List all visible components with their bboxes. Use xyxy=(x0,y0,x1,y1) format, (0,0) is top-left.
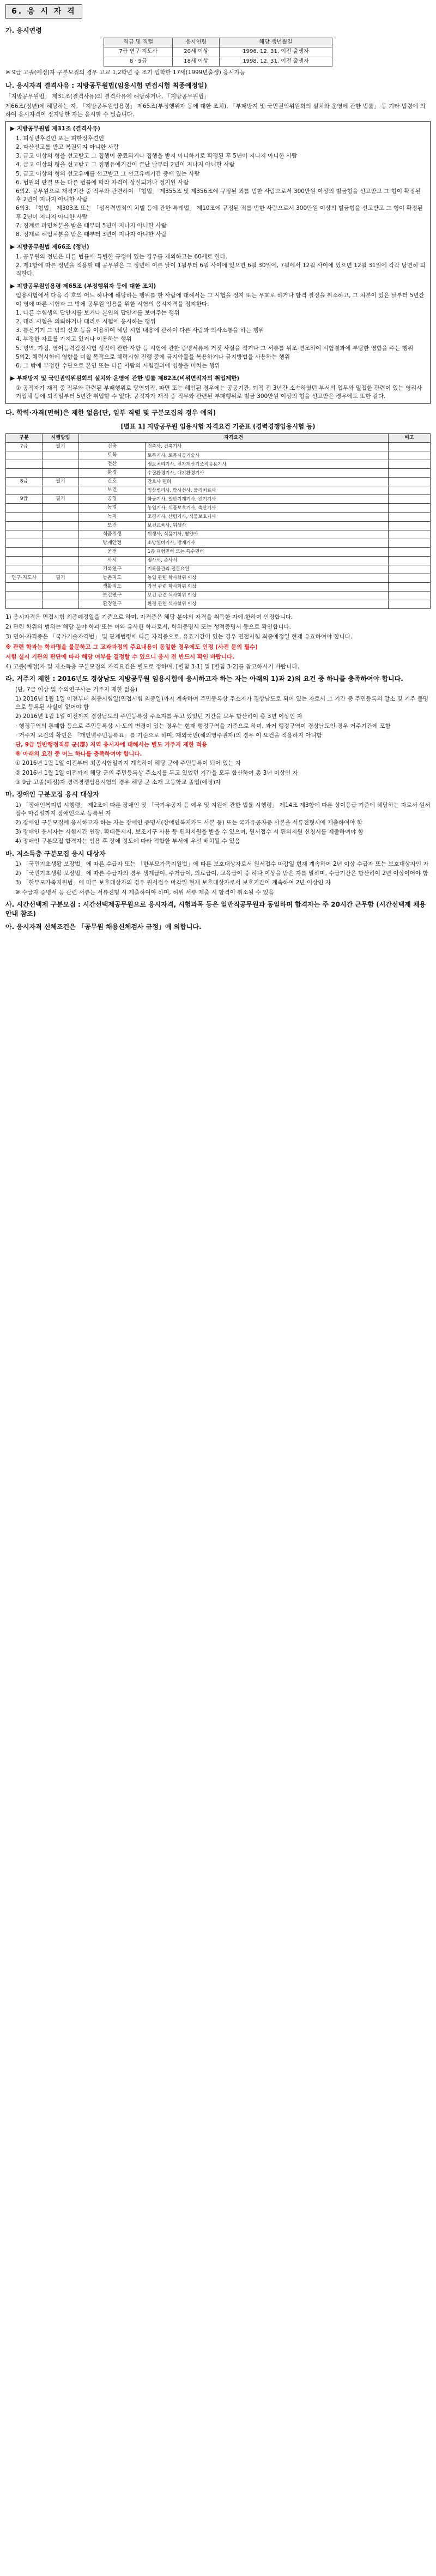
table-cell: 7급 xyxy=(6,443,43,451)
residence-extra: ③ 9급 고졸(예정)자 경력경쟁임용시험의 경우 해당 군 소재 고등학교 졸업(예정)자 xyxy=(15,779,221,786)
table-cell: 기록연구 xyxy=(79,565,146,574)
table-cell xyxy=(6,591,43,600)
table-cell xyxy=(389,600,431,608)
table-cell xyxy=(6,530,43,539)
qual-table-title: [별표 1] 지방공무원 임용시험 자격요건 기준표 (경력경쟁임용시험 등) xyxy=(120,423,316,431)
table-cell: 필기 xyxy=(43,443,79,451)
table-row xyxy=(6,486,431,495)
table-cell xyxy=(389,521,431,530)
qual-note-3: 3) 면허·자격증은 「국가기술자격법」 및 관계법령에 따른 자격증으로, 유효기간이 있는 경우 면접시험 최종예정일 현재 유효하여야 합니다. xyxy=(5,634,353,641)
list-item: 5. 금고 이상의 형의 선고유예를 선고받고 그 선고유예기간 중에 있는 사람 xyxy=(16,170,200,177)
list-item: 6. 법원의 판결 또는 다른 법률에 따라 자격이 상실되거나 정지된 사람 xyxy=(16,179,189,186)
table-cell: 9급 xyxy=(6,495,43,504)
table-cell: 보건연구 xyxy=(79,591,146,600)
table-cell: 필기 xyxy=(43,574,79,582)
age-col-3: 해당 생년월일 xyxy=(219,38,332,47)
age-col-2: 응시연령 xyxy=(173,38,220,47)
table-cell xyxy=(43,547,79,556)
list-item: 8. 징계로 해임처분을 받은 때부터 3년이 지나지 아니한 사람 xyxy=(16,231,167,238)
table-cell xyxy=(389,591,431,600)
table-cell: 임상병리사, 방사선사, 물리치료사 xyxy=(146,486,389,495)
table-cell: 8 · 9급 xyxy=(104,57,173,67)
age-heading: 가. 응시연령 xyxy=(5,27,42,35)
table-cell: 가정 관련 학사학위 이상 xyxy=(146,582,389,591)
table-cell xyxy=(43,565,79,574)
table-cell xyxy=(43,486,79,495)
list-item: 1. 피성년후견인 또는 피한정후견인 xyxy=(16,135,105,142)
table-cell xyxy=(389,530,431,539)
table-row xyxy=(6,451,431,460)
table-cell xyxy=(43,460,79,469)
table-cell xyxy=(43,469,79,478)
list-item: 2. 파산선고를 받고 복권되지 아니한 사람 xyxy=(16,143,119,150)
table-row xyxy=(6,495,431,504)
table-cell: 간호사 면허 xyxy=(146,478,389,486)
table-cell: 보건 관련 석사학위 이상 xyxy=(146,591,389,600)
table-cell: 방재안전 xyxy=(79,539,146,547)
time-selective-heading: 사. 시간선택제 구분모집 : 시간선택제공무원으로 응시자격, 시험과목 등은 일반직공무원과 동일하며 합격자는 주 20시간 근무함 (시간선택제 채용 안내 참조) xyxy=(5,900,426,918)
table-cell xyxy=(6,556,43,565)
list-item: 4. 부정한 자료를 가지고 있거나 이용하는 행위 xyxy=(16,336,132,343)
age-col-1: 직급 및 직렬 xyxy=(104,38,173,47)
qual-note-1: 1) 응시자격은 면접시험 최종예정일을 기준으로 하며, 자격증은 해당 분야의 자격을 취득한 자에 한하여 인정합니다. xyxy=(5,614,293,621)
table-cell xyxy=(6,565,43,574)
table-cell xyxy=(389,539,431,547)
low-income-item: ※ 수급자 증명서 등 관련 서류는 서류전형 시 제출하여야 하며, 허위 서류 제출 시 합격이 취소될 수 있음 xyxy=(15,889,274,896)
low-income-item: 1) 「국민기초생활 보장법」에 따른 수급자 또는 「한부모가족지원법」에 따른 보호대상자로서 원서접수 마감일 현재 계속하여 2년 이상 수급자 또는 보호대상자인 자 xyxy=(15,861,429,867)
table-cell: 연구·지도사 xyxy=(6,574,43,582)
table-row xyxy=(6,574,431,582)
table-cell: 필기 xyxy=(43,478,79,486)
table-cell: 녹지 xyxy=(79,512,146,521)
residence-item: · 행정구역의 통폐합 등으로 주민등록상 시·도의 변경이 있는 경우는 현재 행정구역을 기준으로 하며, 과거 행정구역이 경상남도인 경우 거주기간에 포함 xyxy=(15,722,391,729)
table-cell: 농촌지도 xyxy=(79,574,146,582)
residence-heading: 라. 거주지 제한 : 2016년도 경상남도 지방공무원 임용시험에 응시하고자 하는 자는 아래의 1)과 2)의 요건 중 하나를 충족하여야 합니다. xyxy=(5,675,403,683)
table-cell: 전산 xyxy=(79,460,146,469)
list-item: 3. 금고 이상의 형을 선고받고 그 집행이 종료되거나 집행을 받지 아니하기로 확정된 후 5년이 지나지 아니한 사람 xyxy=(16,153,298,160)
table-cell: 건축 xyxy=(79,443,146,451)
table-cell: 환경연구 xyxy=(79,600,146,608)
table-cell xyxy=(6,451,43,460)
table-cell: 소방설비기사, 방재기사 xyxy=(146,539,389,547)
table-row xyxy=(6,582,431,591)
list-item: ① 공직자가 재직 중 직무와 관련된 부패행위로 당연퇴직, 파면 또는 해임된 경우에는 공공기관, 퇴직 전 3년간 소속하였던 부서의 업무와 밀접한 관련이 있는 영리사기업체 등에 퇴직일부터 5년간 취업할 수 없다. 공직자가 재직 중 직무와 관련된 부패행위로 벌금 300만원 이상의 형을 선고받은 경우에도 또한 같다. xyxy=(16,384,422,400)
table-row xyxy=(6,469,431,478)
table-row xyxy=(6,556,431,565)
table-cell xyxy=(43,451,79,460)
table-row xyxy=(6,591,431,600)
table-cell xyxy=(389,547,431,556)
disq-heading: 나. 응시자격 결격사유 : 지방공무원법(임용시험 면접시험 최종예정일) xyxy=(5,82,207,90)
disability-item: 3) 장애인 응시자는 시험시간 연장, 확대문제지, 보조기구 사용 등 편의지원을 받을 수 있으며, 원서접수 시 편의지원 신청서를 제출하여야 함 xyxy=(15,829,364,836)
table-row xyxy=(6,443,431,451)
list-item: 2. 대리 시험을 의뢰하거나 대리로 시험에 응시하는 행위 xyxy=(16,318,156,325)
law-box-31 xyxy=(5,121,431,404)
table-cell: 생활지도 xyxy=(79,582,146,591)
table-cell xyxy=(389,451,431,460)
list-item: 5. 병역, 가점, 영어능력검정시험 성적에 관한 사항 등 시험에 관한 증명서류에 거짓 사실을 적거나 그 서류를 위조·변조하여 시험결과에 부당한 영향을 주는 행위 xyxy=(16,345,414,352)
table-cell: 사서 xyxy=(79,556,146,565)
table-cell xyxy=(6,504,43,512)
table-row xyxy=(6,521,431,530)
physical-check-heading: 아. 응시자격 신체조건은 「공무원 채용신체검사 규정」에 의합니다. xyxy=(5,922,202,931)
table-cell xyxy=(43,539,79,547)
age-table xyxy=(104,38,332,67)
table-cell: 보건 xyxy=(79,521,146,530)
table-cell: 식품위생 xyxy=(79,530,146,539)
qualification-table xyxy=(5,433,431,609)
qual-body xyxy=(6,443,431,609)
table-cell xyxy=(389,512,431,521)
table-row xyxy=(6,565,431,574)
table-cell xyxy=(389,556,431,565)
list-item: 6의3. 「형법」 제303조 또는 「성폭력범죄의 처벌 등에 관한 특례법」 제10조에 규정된 죄를 범한 사람으로서 300만원 이상의 벌금형을 선고받고 그 형이 확정된 후 2년이 지나지 아니한 사람 xyxy=(16,205,423,220)
residence-red-note-2: ※ 아래의 요건 중 어느 하나를 충족하여야 합니다. xyxy=(15,751,142,758)
box-title: ▶ 지방공무원임용령 제65조 (부정행위자 등에 대한 조치) xyxy=(10,283,156,290)
low-income-heading: 바. 저소득층 구분모집 응시 대상자 xyxy=(5,849,106,858)
table-cell: 공업 xyxy=(79,495,146,504)
table-row xyxy=(6,460,431,469)
table-cell xyxy=(6,460,43,469)
table-cell: 1996. 12. 31. 이전 출생자 xyxy=(219,47,332,57)
table-cell xyxy=(389,478,431,486)
table-cell xyxy=(389,504,431,512)
table-cell: 20세 이상 xyxy=(173,47,220,57)
disability-item: 2) 장애인 구분모집에 응시하고자 하는 자는 장애인 증명서(장애인복지카드 사본 등) 또는 국가유공자증 사본을 서류전형시에 제출하여야 함 xyxy=(15,819,363,826)
table-cell: 농업기사, 식물보호기사, 축산기사 xyxy=(146,504,389,512)
list-item: 3. 통신기기 그 밖의 신호 등을 이용하여 해당 시험 내용에 관하여 다른 사람과 의사소통을 하는 행위 xyxy=(16,327,264,334)
table-cell xyxy=(43,556,79,565)
table-cell: 보건 xyxy=(79,486,146,495)
table-row xyxy=(6,547,431,556)
table-row xyxy=(6,478,431,486)
table-cell xyxy=(43,512,79,521)
table-cell xyxy=(6,582,43,591)
qual-red-note-2: 시험 실시 기관의 판단에 따라 해당 여부를 결정할 수 있으니 응시 전 반드시 확인 바랍니다. xyxy=(5,653,235,660)
table-cell: 건축사, 건축기사 xyxy=(146,443,389,451)
table-cell xyxy=(389,495,431,504)
table-cell xyxy=(43,530,79,539)
table-cell xyxy=(43,521,79,530)
low-income-item: 3) 「한부모가족지원법」에 따른 보호대상자의 경우 원서접수 마감일 현재 보호대상자로서 보호기간이 계속하여 2년 이상인 자 xyxy=(15,879,331,886)
table-cell: 간호 xyxy=(79,478,146,486)
table-cell xyxy=(389,443,431,451)
table-cell xyxy=(389,486,431,495)
box-title: ▶ 지방공무원법 제66조 (정년) xyxy=(10,244,89,251)
table-cell: 1998. 12. 31. 이전 출생자 xyxy=(219,57,332,67)
qual-col-5: 비고 xyxy=(389,434,431,443)
box-title: ▶ 부패방지 및 국민권익위원회의 설치와 운영에 관한 법률 제82조(비위면직자의 취업제한) xyxy=(10,375,240,382)
table-cell: 환경 관련 석사학위 이상 xyxy=(146,600,389,608)
table-cell: 기록물관리 전문요원 xyxy=(146,565,389,574)
table-cell xyxy=(6,600,43,608)
table-cell xyxy=(389,460,431,469)
disability-item: 1) 「장애인복지법 시행령」 제2조에 따른 장애인 및 「국가유공자 등 예우 및 지원에 관한 법률 시행령」 제14조 제3항에 따른 상이등급 기준에 해당하는 자로서 원서접수 마감일까지 장애인으로 등록된 자 xyxy=(15,801,431,817)
table-row xyxy=(6,504,431,512)
table-cell: 정보처리기사, 전자계산기조직응용기사 xyxy=(146,460,389,469)
disq-intro-2: 제66조(정년)에 해당하는 자, 「지방공무원임용령」 제65조(부정행위자 등에 대한 조치), 「부패방지 및 국민권익위원회의 설치와 운영에 관한 법률」 등 기타 법령에 의하여 응시자격이 정지당한 자는 응시할 수 없습니다. xyxy=(5,103,426,118)
list-item: 2. 제1항에 따른 정년을 적용할 때 공무원은 그 정년에 이른 날이 1월부터 6월 사이에 있으면 6월 30일에, 7월에서 12월 사이에 있으면 12월 31일에 각각 당연히 퇴직한다. xyxy=(16,262,426,277)
table-cell: 8급 xyxy=(6,478,43,486)
qual-note-4: 4) 고졸(예정)자 및 저소득층 구분모집의 자격요건은 별도로 정하며, [별첨 3-1] 및 [별첨 3-2]를 참고하시기 바랍니다. xyxy=(5,663,299,671)
table-cell: 토목 xyxy=(79,451,146,460)
qual-col-1: 구분 xyxy=(6,434,43,443)
residence-sub: (단, 7급 이상 및 수의연구사는 거주지 제한 없음) xyxy=(15,686,138,693)
table-cell: 필기 xyxy=(43,495,79,504)
list-item: 임용시험에서 다음 각 호의 어느 하나에 해당하는 행위를 한 사람에 대해서는 그 시험을 정지 또는 무효로 하거나 합격 결정을 취소하고, 그 처분이 있은 날부터 5년간 이 영에 따른 시험과 그 밖에 공무원 임용을 위한 시험의 응시자격을 정지한다. xyxy=(16,292,425,307)
list-item: 6의2. 공무원으로 재직기간 중 직무와 관련하여 「형법」 제355조 및 제356조에 규정된 죄를 범한 사람으로서 300만원 이상의 벌금형을 선고받고 그 형이 확정된 후 2년이 지나지 아니한 사람 xyxy=(16,188,421,203)
table-cell xyxy=(43,591,79,600)
box-title: ▶ 지방공무원법 제31조 (결격사유) xyxy=(10,125,100,132)
table-row xyxy=(6,600,431,608)
table-cell xyxy=(6,521,43,530)
table-cell xyxy=(6,539,43,547)
table-cell xyxy=(389,574,431,582)
table-cell: 운전 xyxy=(79,547,146,556)
list-item: 1. 공무원의 정년은 다른 법률에 특별한 규정이 있는 경우를 제외하고는 60세로 한다. xyxy=(16,253,228,260)
table-cell xyxy=(6,547,43,556)
qual-red-note: ※ 관련 학과는 학과명을 불문하고 그 교과과정의 주요내용이 동일한 경우에도 인정 (사전 문의 필수) xyxy=(5,643,258,650)
disq-intro-1: 「지방공무원법」 제31조(결격사유)의 결격사유에 해당하거나, 「지방공무원법」 xyxy=(5,93,210,100)
table-row xyxy=(6,530,431,539)
table-cell xyxy=(43,600,79,608)
table-cell: 1종 대형면허 또는 특수면허 xyxy=(146,547,389,556)
residence-extra: ② 2016년 1월 1일 이전까지 해당 군의 주민등록상 주소지를 두고 있었던 기간을 모두 합산하여 총 3년 이상인 자 xyxy=(15,769,298,776)
list-item: 6. 그 밖에 부정한 수단으로 본인 또는 다른 사람의 시험결과에 영향을 미치는 행위 xyxy=(16,363,220,370)
table-cell: 수질환경기사, 대기환경기사 xyxy=(146,469,389,478)
table-row xyxy=(6,512,431,521)
table-cell xyxy=(6,486,43,495)
table-cell xyxy=(43,582,79,591)
table-cell: 조경기사, 산림기사, 식물보호기사 xyxy=(146,512,389,521)
residence-extra: ① 2016년 1월 1일 이전부터 최종시험일까지 계속하여 해당 군에 주민등록이 되어 있는 자 xyxy=(15,760,241,767)
table-cell: 토목기사, 토목시공기술사 xyxy=(146,451,389,460)
table-row xyxy=(104,57,332,67)
low-income-item: 2) 「국민기초생활 보장법」에 따른 수급자의 경우 생계급여, 주거급여, 의료급여, 교육급여 중 하나 이상을 받은 자를 말하며, 수급기간은 합산하여 2년 이상이어야 함 xyxy=(15,870,428,877)
residence-red-note: 단, 9급 일반행정직류 군(郡) 지역 응시자에 대해서는 별도 거주지 제한 적용 xyxy=(15,741,207,749)
edu-heading: 다. 학력·자격(면허)은 제한 없음(단, 일부 직렬 및 구분모집의 경우 예외) xyxy=(5,409,216,417)
qual-note-2: 2) 관련 학위의 범위는 해당 분야 학과 또는 이와 유사한 학과로서, 학위증명서 또는 성적증명서 등으로 확인합니다. xyxy=(5,624,291,631)
table-cell xyxy=(6,512,43,521)
table-cell xyxy=(389,565,431,574)
table-cell xyxy=(389,582,431,591)
disability-item: 4) 장애인 구분모집 합격자는 임용 후 장애 정도에 따라 적합한 부서에 우선 배치될 수 있음 xyxy=(15,838,240,845)
table-cell: 위생사, 식품기사, 영양사 xyxy=(146,530,389,539)
table-cell: 7급 연구·지도사 xyxy=(104,47,173,57)
qual-col-3: 자격요건 xyxy=(79,434,389,443)
list-item: 1. 다른 수험생의 답안지를 보거나 본인의 답안지를 보여주는 행위 xyxy=(16,309,180,316)
table-row xyxy=(6,539,431,547)
qual-col-2: 시행방법 xyxy=(43,434,79,443)
table-cell: 화공기사, 일반기계기사, 전기기사 xyxy=(146,495,389,504)
table-row xyxy=(104,47,332,57)
table-cell: 보건교육사, 위생사 xyxy=(146,521,389,530)
page xyxy=(0,0,436,932)
table-cell: 환경 xyxy=(79,469,146,478)
table-cell xyxy=(389,469,431,478)
section-title: 6. 응 시 자 격 xyxy=(5,4,82,19)
list-item: 5의2. 체력시험에 영향을 미칠 목적으로 체력시험 진행 중에 금지약물을 복용하거나 금지방법을 사용하는 행위 xyxy=(16,353,290,360)
disability-heading: 마. 장애인 구분모집 응시 대상자 xyxy=(5,791,99,799)
table-cell: 농업 xyxy=(79,504,146,512)
residence-item: · 거주지 요건의 확인은 「개인별주민등록표」를 기준으로 하며, 재외국민(해외영주권자)의 경우 이 요건을 적용하지 아니함 xyxy=(15,732,322,739)
table-cell: 농업 관련 학사학위 이상 xyxy=(146,574,389,582)
residence-item: 1) 2016년 1월 1일 이전부터 최종시험일(면접시험 최종일)까지 계속하여 주민등록상 주소지가 경상남도로 되어 있는 자로서 그 기간 중 주민등록의 말소 및 거주 불명으로 등록된 사실이 없어야 함 xyxy=(15,695,429,711)
age-note: ※ 9급 고졸(예정)자 구분모집의 경우 고교 1,2학년 중 조기 입학한 17세(1999년출생) 응시가능 xyxy=(5,69,245,76)
list-item: 7. 징계로 파면처분을 받은 때부터 5년이 지나지 아니한 사람 xyxy=(16,222,167,229)
list-item: 4. 금고 이상의 형을 선고받고 그 집행유예기간이 끝난 날부터 2년이 지나지 아니한 사람 xyxy=(16,161,235,168)
table-cell: 18세 이상 xyxy=(173,57,220,67)
table-cell: 정사서, 준사서 xyxy=(146,556,389,565)
table-cell xyxy=(43,504,79,512)
table-cell xyxy=(6,469,43,478)
residence-item: 2) 2016년 1월 1일 이전까지 경상남도의 주민등록상 주소지를 두고 있었던 기간을 모두 합산하여 총 3년 이상인 자 xyxy=(15,713,302,720)
